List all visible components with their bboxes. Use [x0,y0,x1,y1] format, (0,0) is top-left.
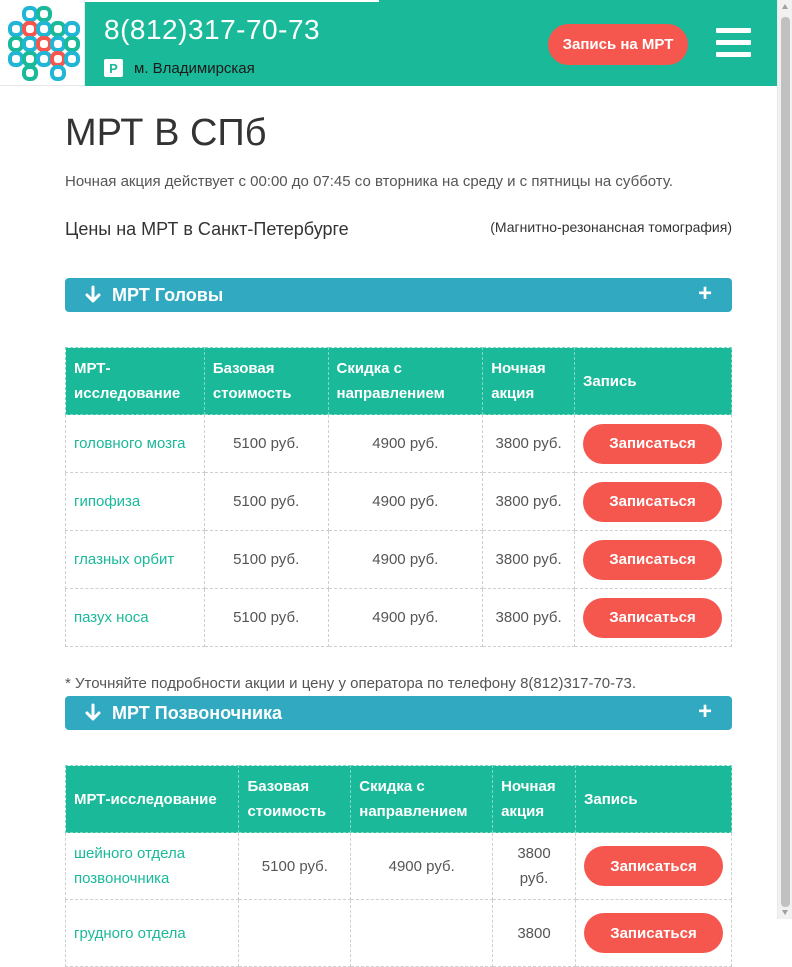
booking-cell [575,833,731,900]
night-price: 3800 руб. [483,531,575,589]
base-price: 5100 руб. [204,531,328,589]
accordion-title: МРТ Головы [112,285,224,305]
night-price: 3800 [493,900,576,967]
col-header-booking: Запись [574,348,731,415]
base-price: 5100 руб. [239,833,351,900]
study-link[interactable]: пазух носа [66,589,205,647]
scrollbar-thumb[interactable] [781,17,790,907]
book-button[interactable]: Записаться [584,913,723,953]
book-button[interactable]: Записаться [583,598,722,638]
book-mri-button[interactable]: Запись на МРТ [548,24,688,65]
price-table-head-mri [65,347,732,647]
arrow-down-icon [85,286,101,304]
plus-icon[interactable]: + [697,698,712,725]
discount-price [351,900,493,967]
hamburger-menu-icon[interactable] [716,28,751,58]
table-row [66,473,732,531]
operator-note: * Уточняйте подробности акции и цену у оператора по телефону 8(812)317-70-73. [65,675,636,692]
booking-cell [574,531,731,589]
study-link[interactable]: гипофиза [66,473,205,531]
header-top-line [85,0,379,2]
discount-price: 4900 руб. [351,833,493,900]
metro-location [104,59,255,77]
table-row [66,589,732,647]
booking-cell [574,415,731,473]
scroll-down-icon[interactable] [782,910,788,915]
night-promo-text: Ночная акция действует с 00:00 до 07:45 со вторника на среду и с пятницы на субботу. [65,173,674,190]
discount-price: 4900 руб. [328,415,483,473]
night-price: 3800 руб. [483,473,575,531]
study-link[interactable]: грудного отдела [66,900,239,967]
base-price: 5100 руб. [204,589,328,647]
table-row [66,900,732,967]
book-button[interactable]: Записаться [583,482,722,522]
book-button[interactable]: Записаться [584,846,723,886]
table-row [66,531,732,589]
arrow-down-icon [85,704,101,722]
logo-icon [4,5,82,82]
base-price: 5100 руб. [204,415,328,473]
col-header-study: МРТ-исследование [66,348,205,415]
discount-price: 4900 руб. [328,589,483,647]
night-price: 3800 руб. [483,589,575,647]
accordion-head-mri[interactable] [65,278,732,312]
col-header-discount: Скидка с направлением [351,766,493,833]
booking-cell [574,473,731,531]
parking-icon: P [104,59,123,77]
study-link[interactable]: головного мозга [66,415,205,473]
page-scrollbar[interactable] [777,0,792,919]
table-row [66,415,732,473]
accordion-title: МРТ Позвоночника [112,703,283,723]
col-header-base-price: Базовая стоимость [239,766,351,833]
site-header [0,0,777,86]
discount-price: 4900 руб. [328,531,483,589]
page-title: МРТ В СПб [65,112,267,154]
price-table-spine-mri [65,765,732,967]
book-button[interactable]: Записаться [583,540,722,580]
col-header-booking: Запись [575,766,731,833]
col-header-base-price: Базовая стоимость [204,348,328,415]
study-link[interactable]: шейного отдела позвоночника [66,833,239,900]
col-header-study: МРТ-исследование [66,766,239,833]
base-price: 5100 руб. [204,473,328,531]
col-header-night: Ночная акция [493,766,576,833]
logo[interactable] [0,0,85,86]
prices-heading: Цены на МРТ в Санкт-Петербурге [65,219,349,239]
book-button[interactable]: Записаться [583,424,722,464]
accordion-spine-mri[interactable] [65,696,732,730]
col-header-discount: Скидка с направлением [328,348,483,415]
discount-price: 4900 руб. [328,473,483,531]
booking-cell [575,900,731,967]
col-header-night: Ночная акция [483,348,575,415]
booking-cell [574,589,731,647]
phone-number[interactable]: 8(812)317-70-73 [104,14,321,45]
night-price: 3800 руб. [493,833,576,900]
base-price [239,900,351,967]
table-row [66,833,732,900]
plus-icon[interactable]: + [697,280,712,307]
study-link[interactable]: глазных орбит [66,531,205,589]
night-price: 3800 руб. [483,415,575,473]
metro-label: м. Владимирская [134,59,255,77]
prices-subheading: (Магнитно-резонансная томография) [490,219,732,235]
scroll-up-icon[interactable] [782,4,788,9]
